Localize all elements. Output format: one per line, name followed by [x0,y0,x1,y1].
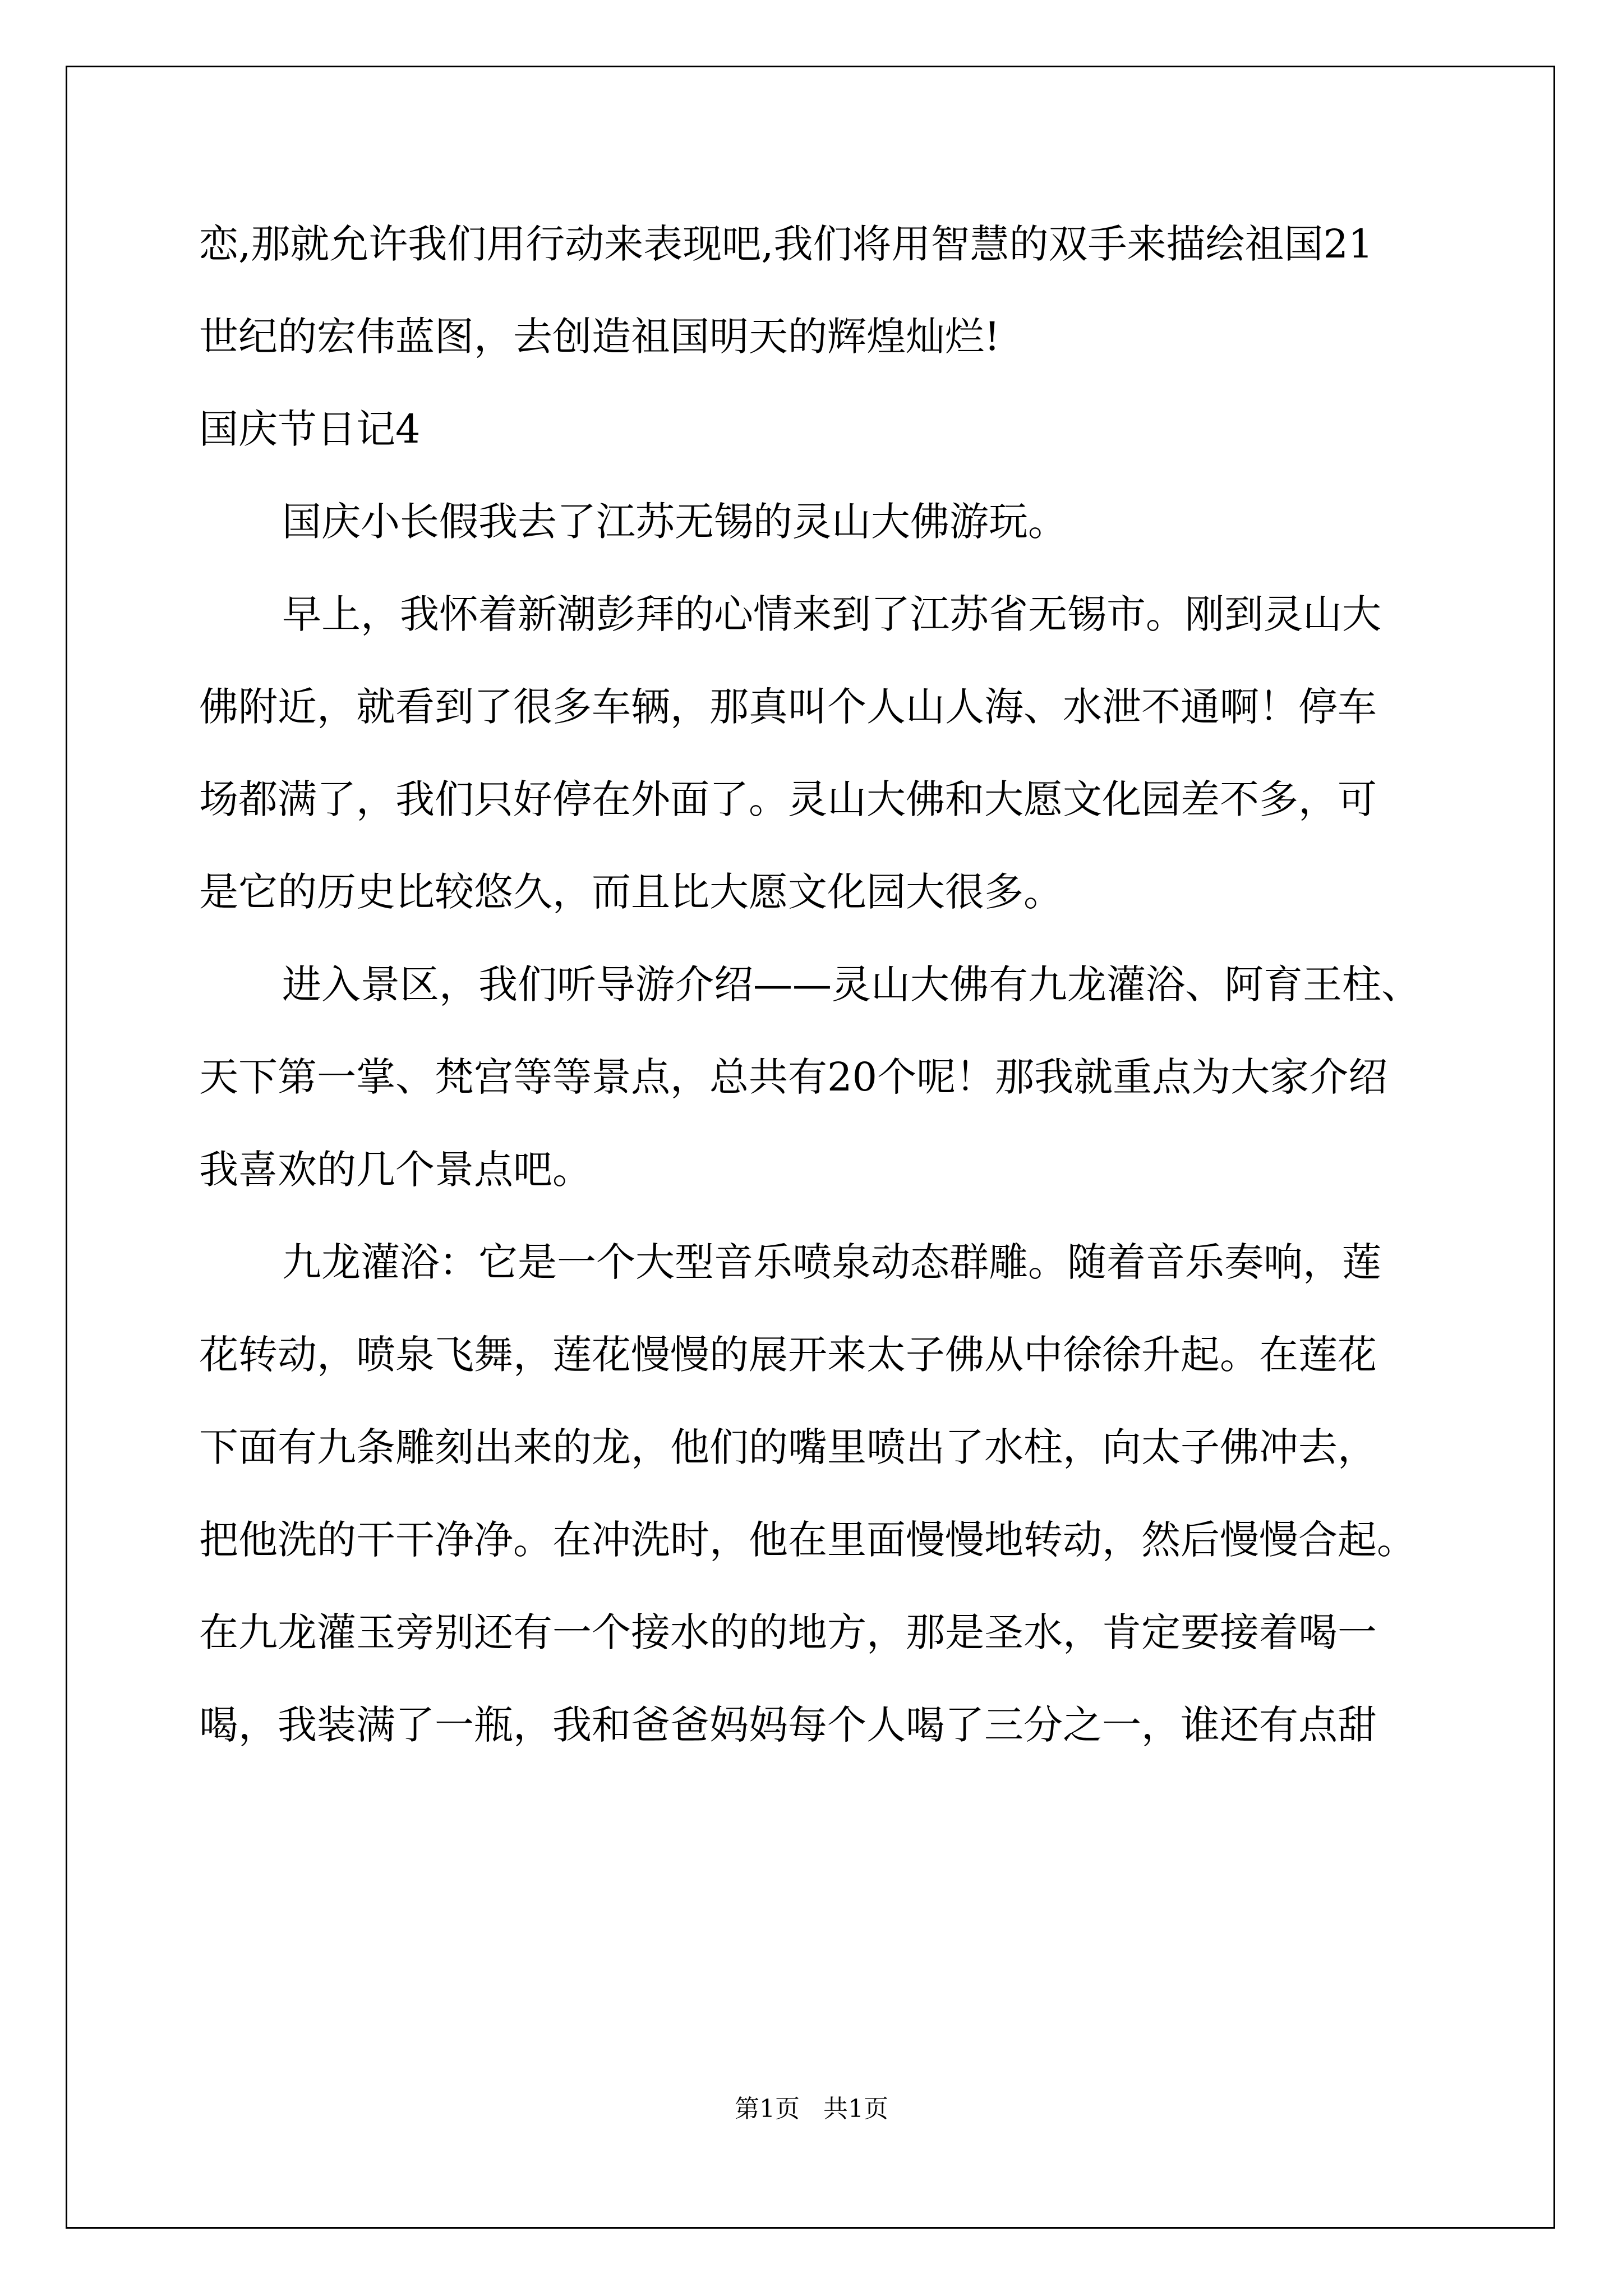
text-line: 佛附近，就看到了很多车辆，那真叫个人山人海、水泄不通啊！停车 [199,684,1377,730]
paragraph-first-line: 早上，我怀着新潮彭拜的心情来到了江苏省无锡市。刚到灵山大 [282,591,1381,637]
text-line: 花转动，喷泉飞舞，莲花慢慢的展开来太子佛从中徐徐升起。在莲花 [199,1332,1377,1378]
text-line: 场都满了，我们只好停在外面了。灵山大佛和大愿文化园差不多，可 [199,776,1377,822]
paragraph-first-line: 进入景区，我们听导游介绍——灵山大佛有九龙灌浴、阿育王柱、 [282,961,1421,1007]
text-line: 把他洗的干干净净。在冲洗时，他在里面慢慢地转动，然后慢慢合起。 [199,1517,1416,1563]
text-line: 下面有九条雕刻出来的龙，他们的嘴里喷出了水柱，向太子佛冲去， [199,1424,1377,1470]
page-footer: 第1页 共1页 [735,2095,888,2123]
text-line: 我喜欢的几个景点吧。 [199,1147,592,1193]
text-line: 是它的历史比较悠久，而且比大愿文化园大很多。 [199,869,1063,915]
section-heading: 国庆节日记4 [199,406,421,452]
text-line: 恋,那就允许我们用行动来表现吧,我们将用智慧的双手来描绘祖国21 [199,221,1373,267]
text-line: 在九龙灌玉旁别还有一个接水的的地方，那是圣水，肯定要接着喝一 [199,1609,1377,1655]
paragraph-first-line: 国庆小长假我去了江苏无锡的灵山大佛游玩。 [282,499,1067,545]
text-line: 喝，我装满了一瓶，我和爸爸妈妈每个人喝了三分之一，谁还有点甜 [199,1702,1377,1748]
text-line: 世纪的宏伟蓝图，去创造祖国明天的辉煌灿烂! [199,314,1000,360]
text-line: 天下第一掌、梵宫等等景点，总共有20个呢！那我就重点为大家介绍 [199,1054,1388,1100]
paragraph-first-line: 九龙灌浴：它是一个大型音乐喷泉动态群雕。随着音乐奏响，莲 [282,1239,1381,1285]
